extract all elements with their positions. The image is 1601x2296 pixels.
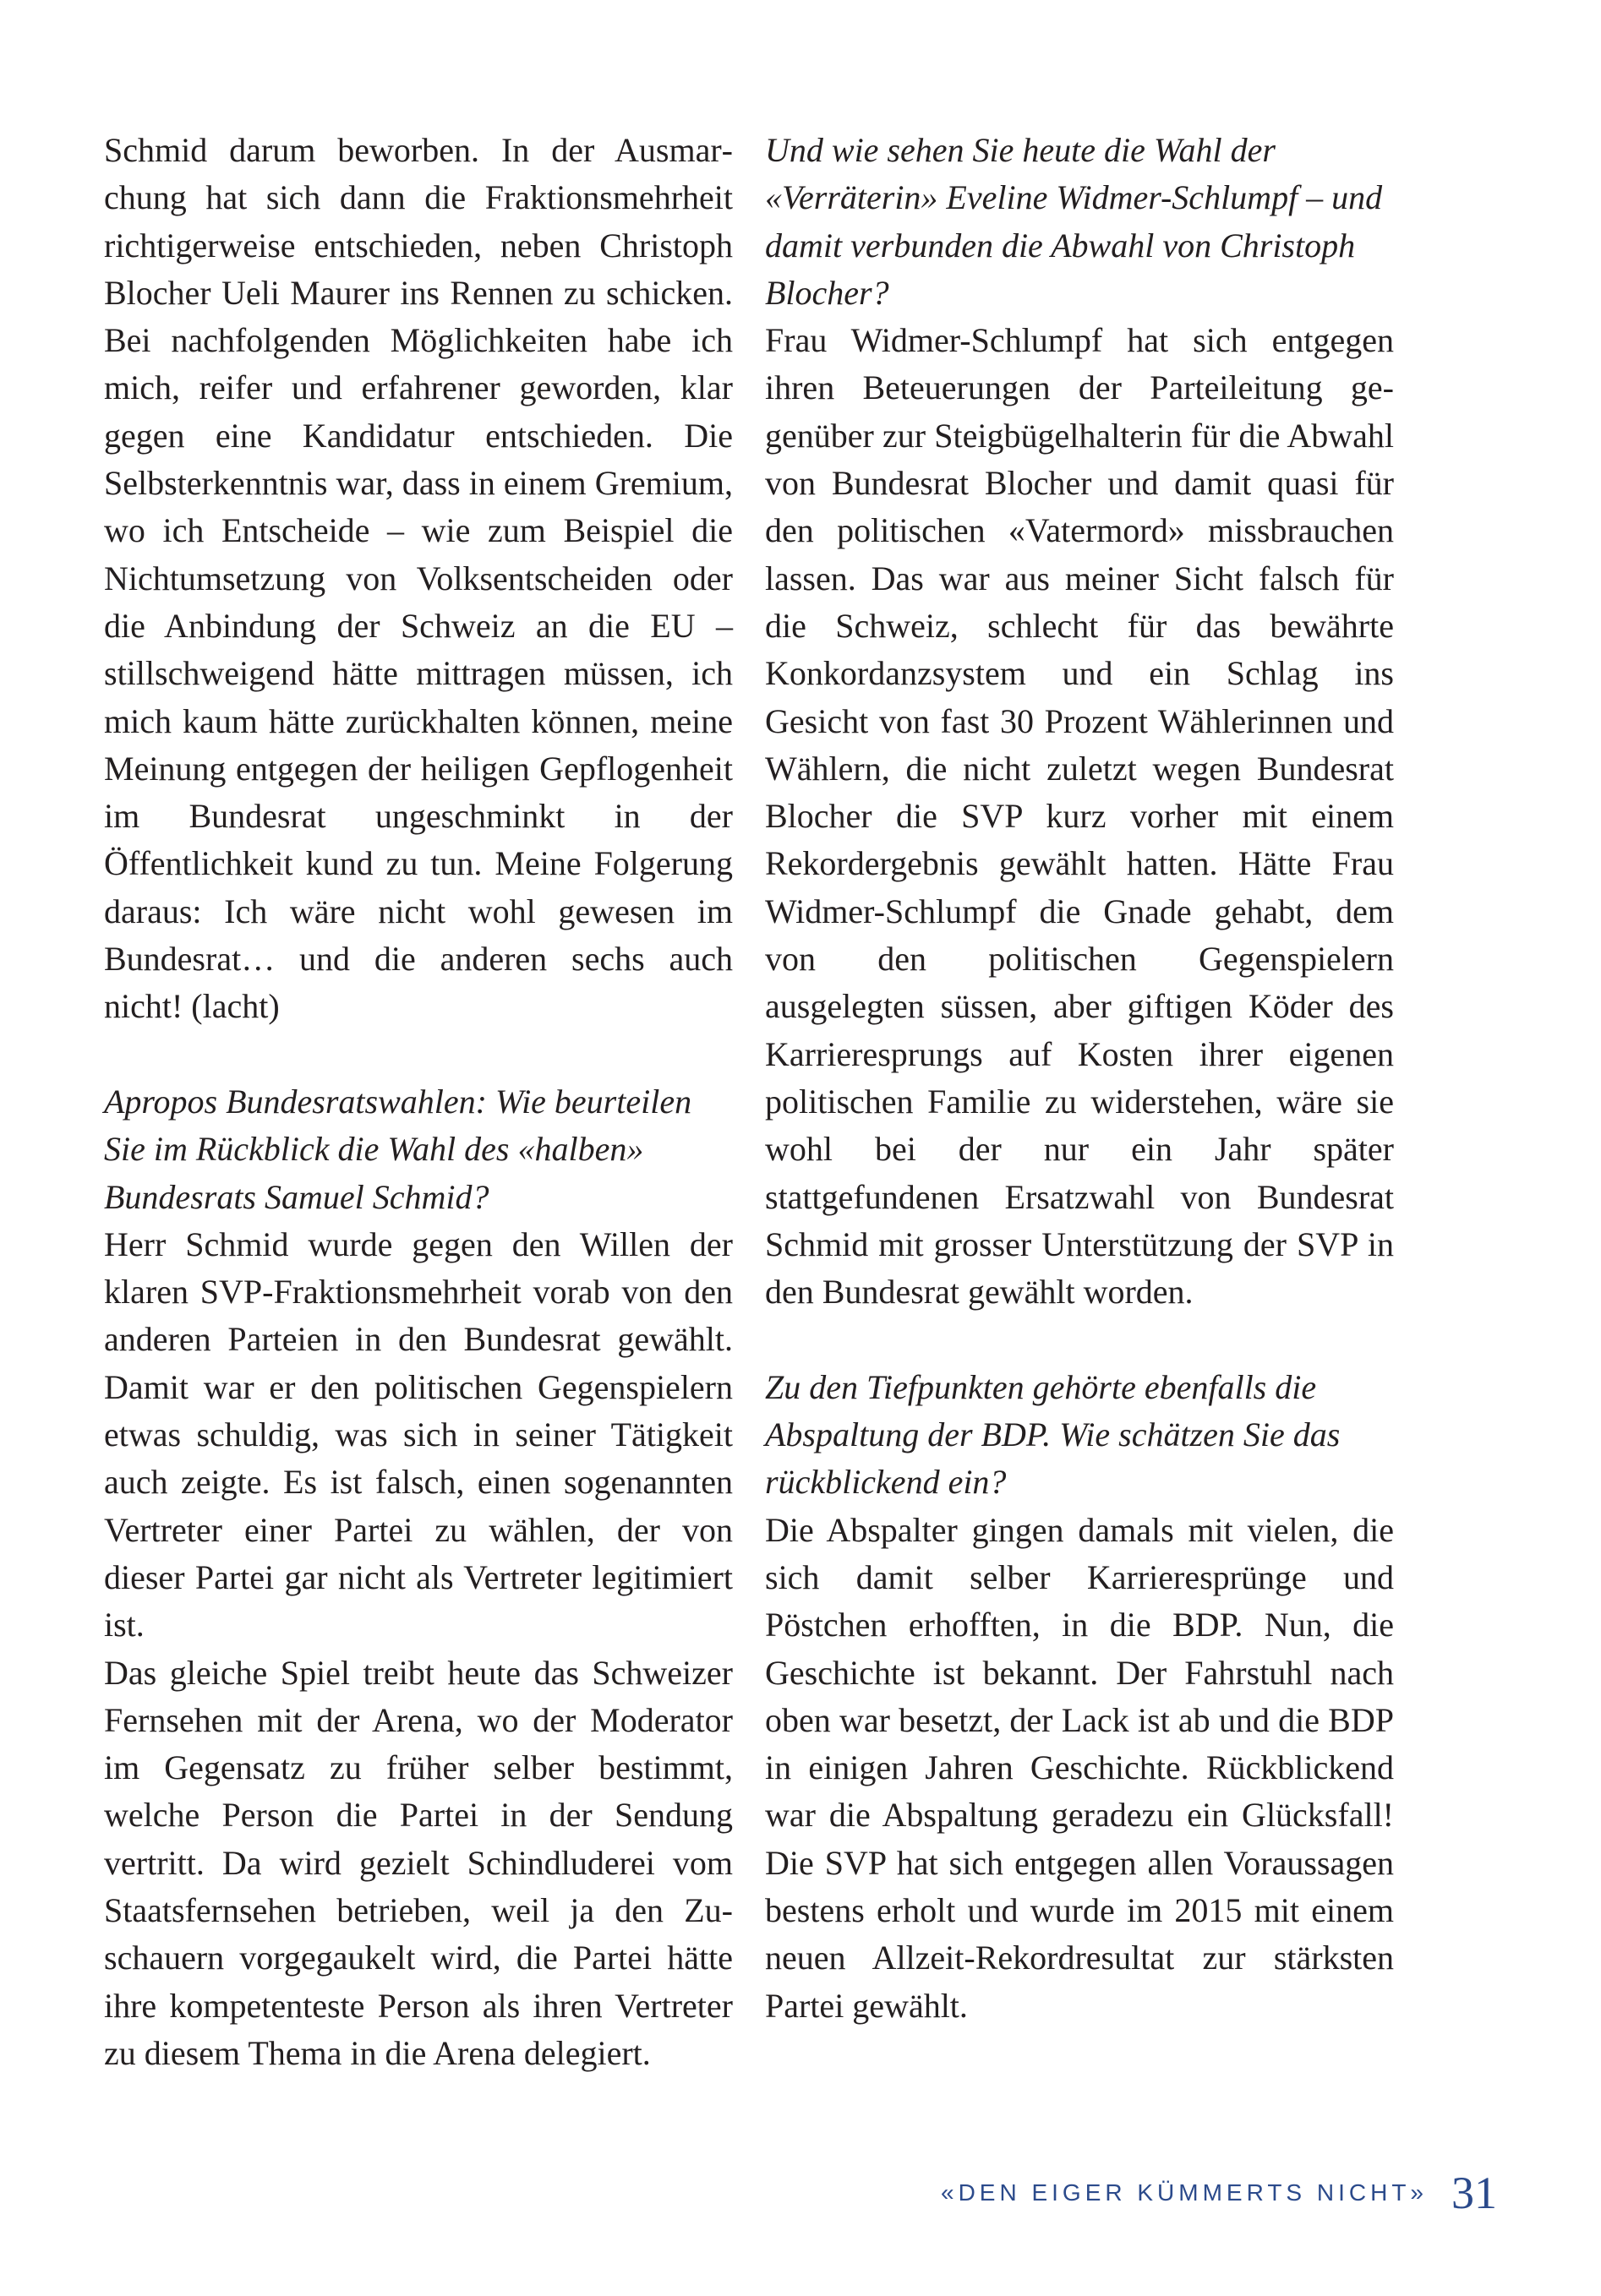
page-number: 31: [1451, 2168, 1497, 2218]
paragraph-spacer: [765, 1316, 1394, 1363]
body-paragraph: Schmid darum beworben. In der Ausmarchung hat sich dann die Fraktionsmehrheit richtigerweise entschieden, neben Christoph Blocher Ueli Maurer ins Rennen zu schicken. Bei nachfolgenden Möglichkeiten habe ich mich, reifer und erfahrener geworden, klar gegen eine Kandidatur entschieden. Die Selbsterkenntnis war, dass in einem Gremium, wo ich Entscheide – wie zum Beispiel die Nichtumsetzung von Volksentscheiden oder die Anbindung der Schweiz an die EU – stillschweigend hätte mittragen müssen, ich mich kaum hätte zurückhalten können, meine Meinung entgegen der heiligen Gepflogenheit im Bundesrat ungeschminkt in der Öffentlichkeit kund zu tun. Meine Folgerung daraus: Ich wäre nicht wohl gewesen im Bundesrat… und die anderen sechs auch nicht! (lacht): [104, 131, 733, 1026]
body-paragraph: Herr Schmid wurde gegen den Willen der klaren SVP-Fraktionsmehrheit vorab von den anderen Parteien in den Bundesrat gewählt. Damit war er den politischen Gegenspielern etwas schuldig, was sich in seiner Tätigkeit auch zeigte. Es ist falsch, einen sogenannten Vertreter einer Partei zu wählen, der von dieser Partei gar nicht als Vertreter legitimiert ist.: [104, 1224, 733, 1644]
page-footer: [941, 2159, 1497, 2227]
body-paragraph: Die Abspalter gingen damals mit vielen, die sich damit selber Karrieresprünge und Pöstchen erhofften, in die BDP. Nun, die Geschichte ist bekannt. Der Fahrstuhl nach oben war besetzt, der Lack ist ab und die BDP in einigen Jahren Geschichte. Rückblickend war die Abspaltung geradezu ein Glücksfall! Die SVP hat sich entgegen allen Voraussagen bestens erholt und wurde im 2015 mit einem neuen Allzeit-Rekordresultat zur stärksten Partei gewählt.: [765, 1510, 1394, 2025]
body-paragraph: Das gleiche Spiel treibt heute das Schweizer Fernsehen mit der Arena, wo der Moderator im Gegensatz zu früher selber bestimmt, welche Person die Partei in der Sendung vertritt. Da wird gezielt Schindluderei vom Staatsfernsehen betrieben, weil ja den Zuschauern vorgegaukelt wird, die Partei hätte ihre kompetenteste Person als ihren Vertreter zu diesem Thema in die Arena delegiert.: [104, 1653, 733, 2072]
interview-question: Zu den Tiefpunkten gehörte ebenfalls die Abspaltung der BDP. Wie schätzen Sie das rückblickend ein?: [765, 1367, 1341, 1502]
interview-question: Und wie sehen Sie heute die Wahl der «Verräterin» Eveline Widmer-Schlumpf – und damit verbunden die Abwahl von Christoph Blocher?: [765, 131, 1383, 312]
running-title: «DEN EIGER KÜMMERTS NICHT»: [941, 2179, 1428, 2206]
interview-question: Apropos Bundesratswahlen: Wie beurteilen Sie im Rückblick die Wahl des «halben» Bundesrats Samuel Schmid?: [104, 1082, 692, 1216]
body-paragraph: Frau Widmer-Schlumpf hat sich entgegen ihren Beteuerungen der Parteileitung gegenüber zur Steigbügelhalterin für die Abwahl von Bundesrat Blocher und damit quasi für den politischen «Vatermord» missbrauchen lassen. Das war aus meiner Sicht falsch für die Schweiz, schlecht für das bewährte Konkordanzsystem und ein Schlag ins Gesicht von fast 30 Prozent Wählerinnen und Wählern, die nicht zuletzt wegen Bundesrat Blocher die SVP kurz vorher mit einem Rekordergebnis gewählt hatten. Hätte Frau Widmer-Schlumpf die Gnade gehabt, dem von den politischen Gegenspielern ausgelegten süssen, aber giftigen Köder des Karrieresprungs auf Kosten ihrer eigenen politischen Familie zu widerstehen, wäre sie wohl bei der nur ein Jahr später stattgefundenen Ersatzwahl von Bundesrat Schmid mit grosser Unterstützung der SVP in den Bundesrat gewählt worden.: [765, 321, 1394, 1312]
left-column: [104, 127, 733, 2077]
paragraph-spacer: [104, 1031, 733, 1078]
right-column: [765, 127, 1394, 2030]
